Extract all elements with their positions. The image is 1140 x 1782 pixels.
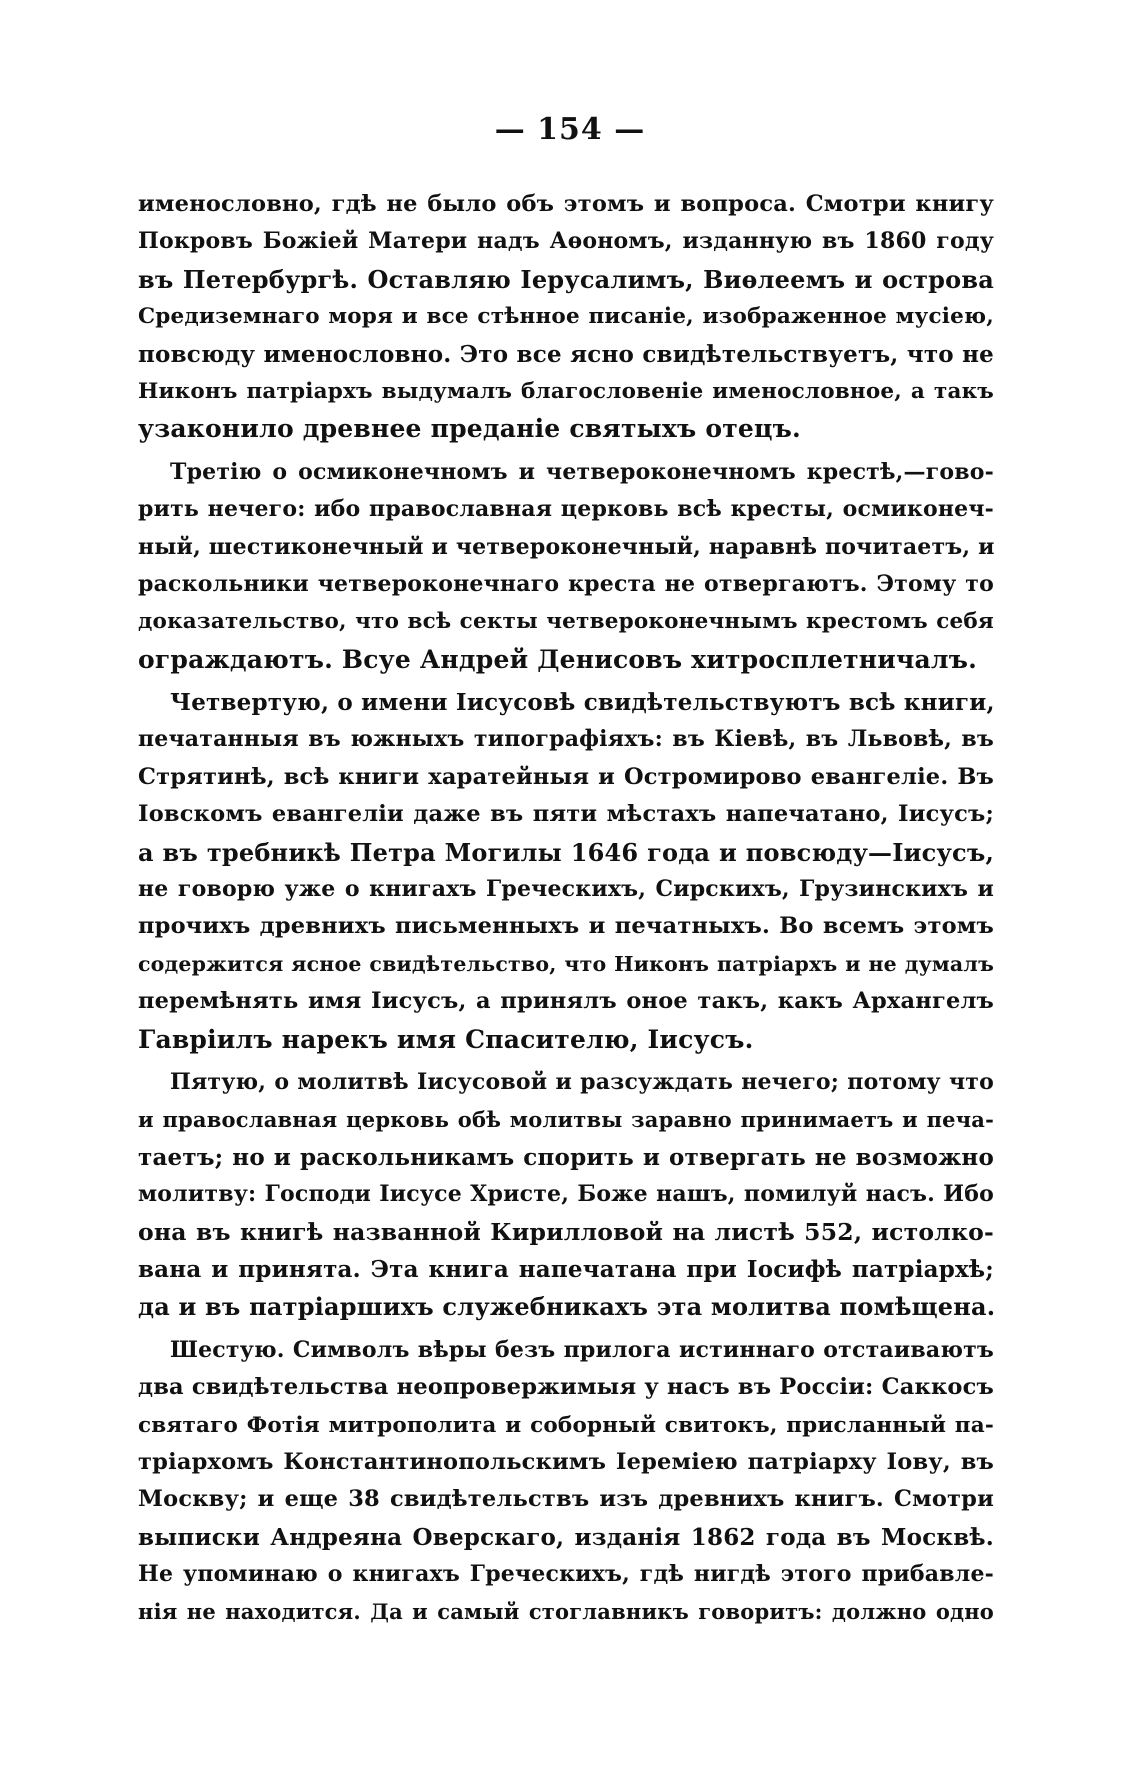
- text-line: доказательство, что всѣ секты четвероконечнымъ крестомъ себя: [138, 609, 994, 635]
- paragraph: [138, 684, 994, 1058]
- text-line: прочихъ древнихъ письменныхъ и печатныхъ. Во всемъ этомъ: [138, 913, 994, 940]
- text-line: содержится ясное свидѣтельство, что Никонъ патріархъ и не думалъ: [138, 951, 994, 976]
- text-line: рить нечего: ибо православная церковь всѣ кресты, осмиконеч-: [138, 496, 994, 523]
- text-line: вана и принята. Эта книга напечатана при Іосифѣ патріархѣ;: [138, 1255, 994, 1283]
- paragraph: [138, 186, 994, 448]
- text-line: перемѣнять имя Іисусъ, а принялъ оное такъ, какъ Архангелъ: [138, 988, 994, 1015]
- text-line: и православная церковь обѣ молитвы заравно принимаетъ и печа-: [138, 1107, 994, 1133]
- text-line: повсюду именословно. Это все ясно свидѣтельствуетъ, что не: [138, 340, 994, 368]
- text-line: таетъ; но и раскольникамъ спорить и отвергать не возможно: [138, 1143, 994, 1171]
- text-line: Шестую. Символъ вѣры безъ прилога истиннаго отстаиваютъ: [170, 1336, 994, 1363]
- text-line: выписки Андреяна Оверскаго, изданія 1862 года въ Москвѣ.: [138, 1523, 994, 1551]
- paragraph: [138, 1332, 994, 1631]
- text-line: ограждаютъ. Всуе Андрей Денисовъ хитросплетничалъ.: [138, 644, 978, 674]
- text-line: молитву: Господи Іисусе Христе, Боже нашъ, помилуй насъ. Ибо: [138, 1181, 994, 1208]
- text-line: Четвертую, о имени Іисусовѣ свидѣтельствуютъ всѣ книги,: [170, 689, 995, 717]
- text-line: Третію о осмиконечномъ и четвероконечномъ крестѣ,—гово-: [170, 458, 994, 485]
- paragraph: [138, 454, 994, 678]
- text-line: святаго Фотія митрополита и соборный свитокъ, присланный па-: [138, 1412, 994, 1438]
- text-line: Москву; и еще 38 свидѣтельствъ изъ древнихъ книгъ. Смотри: [138, 1486, 994, 1513]
- text-line: Стрятинѣ, всѣ книги харатейныя и Остромирово евангеліе. Въ: [138, 763, 994, 790]
- paragraph: [138, 1064, 994, 1326]
- text-line: раскольники четвероконечнаго креста не отвергаютъ. Этому то: [138, 570, 994, 597]
- text-line: печатанныя въ южныхъ типографіяхъ: въ Кіевѣ, въ Львовѣ, въ: [138, 726, 994, 753]
- text-line: не говорю уже о книгахъ Греческихъ, Сирскихъ, Грузинскихъ и: [138, 876, 994, 903]
- text-line: она въ книгѣ названной Кирилловой на листѣ 552, истолко-: [138, 1217, 994, 1246]
- text-line: да и въ патріаршихъ служебникахъ эта молитва помѣщена.: [138, 1292, 996, 1322]
- text-line: узаконило древнее преданіе святыхъ отецъ.: [138, 414, 801, 444]
- text-line: Покровъ Божіей Матери надъ Аѳономъ, изданную въ 1860 году: [138, 228, 994, 255]
- text-line: въ Петербургѣ. Оставляю Іерусалимъ, Виѳлеемъ и острова: [138, 264, 994, 294]
- text-line: ный, шестиконечный и четвероконечный, наравнѣ почитаетъ, и: [138, 533, 995, 560]
- body-text: [138, 186, 994, 1631]
- page-number: — 154 —: [494, 112, 646, 147]
- text-line: Пятую, о молитвѣ Іисусовой и разсуждать нечего; потому что: [170, 1068, 994, 1095]
- text-line: Никонъ патріархъ выдумалъ благословеніе именословное, а такъ: [138, 378, 994, 404]
- text-line: Не упоминаю о книгахъ Греческихъ, гдѣ нигдѣ этого прибавле-: [138, 1561, 994, 1588]
- text-line: два свидѣтельства неопровержимыя у насъ въ Россіи: Саккосъ: [138, 1374, 994, 1401]
- text-line: а въ требникѣ Петра Могилы 1646 года и повсюду—Іисусъ,: [138, 837, 994, 867]
- text-line: Гавріилъ нарекъ имя Спасителю, Іисусъ.: [138, 1024, 754, 1054]
- text-line: нія не находится. Да и самый стоглавникъ говоритъ: должно одно: [138, 1599, 994, 1625]
- text-line: именословно, гдѣ не было объ этомъ и вопроса. Смотри книгу: [138, 191, 994, 217]
- text-line: Средиземнаго моря и все стѣнное писаніе, изображенное мусіею,: [138, 304, 994, 330]
- text-line: Іовскомъ евангеліи даже въ пяти мѣстахъ напечатано, Іисусъ;: [138, 801, 994, 828]
- text-line: тріархомъ Константинопольскимъ Іереміею патріарху Іову, въ: [138, 1448, 994, 1475]
